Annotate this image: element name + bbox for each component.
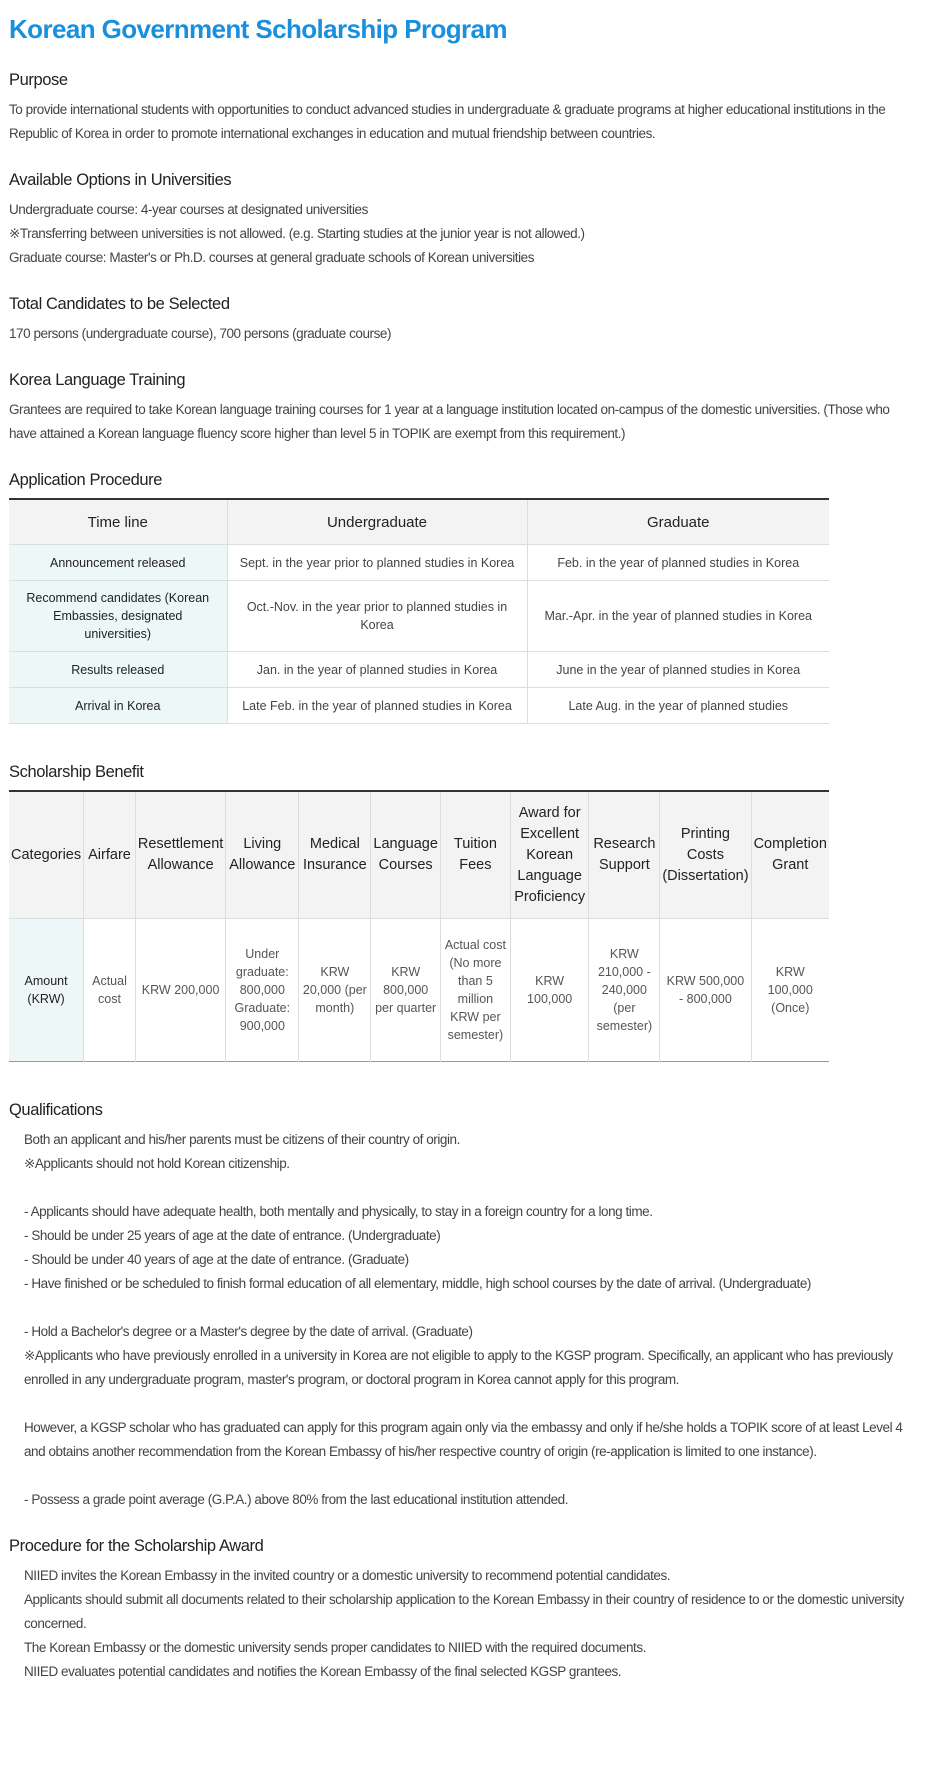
table-cell: Actual cost (No more than 5 million KRW per semester) (440, 919, 510, 1062)
column-header: Tuition Fees (440, 791, 510, 919)
table-cell: KRW 200,000 (135, 919, 225, 1062)
column-header: Time line (9, 499, 227, 545)
purpose-text: To provide international students with opportunities to conduct advanced studies in undergraduate & graduate programs at higher educational institutions in the Republic of Korea in order to promote international exchanges in education and mutual friendship between countries. (9, 102, 886, 141)
options-section (9, 168, 917, 270)
candidates-text: 170 persons (undergraduate course), 700 persons (graduate course) (9, 326, 391, 341)
column-header: Graduate (527, 499, 829, 545)
qualification-line: - Should be under 25 years of age at the date of entrance. (Undergraduate) (24, 1228, 441, 1243)
row-label: Amount (KRW) (9, 919, 84, 1062)
benefit-heading: Scholarship Benefit (9, 763, 144, 781)
table-cell: Late Aug. in the year of planned studies (527, 688, 829, 724)
column-header: Undergraduate (227, 499, 527, 545)
table-cell: KRW 100,000 (Once) (767, 965, 813, 1015)
row-label: Arrival in Korea (9, 688, 227, 724)
column-header: Award for Excellent Korean Language Proficiency (510, 791, 589, 919)
table-cell: Late Feb. in the year of planned studies in Korea (227, 688, 527, 724)
table-header-row (9, 791, 829, 919)
qualification-line: ※Applicants who have previously enrolled in a university in Korea are not eligible to apply to the KGSP program. Specifically, an applicant who has previously enrolled in any undergraduate program, master's program, or doctoral program in Korea cannot apply for this program. (24, 1348, 893, 1387)
table-cell: KRW 500,000 - 800,000 (660, 919, 751, 1062)
column-header: Living Allowance (226, 791, 299, 919)
table-cell: Oct.-Nov. in the year prior to planned studies in Korea (227, 581, 527, 652)
table-cell: Under graduate: 800,000 Graduate: 900,000 (226, 919, 299, 1062)
row-label: Results released (9, 652, 227, 688)
row-label: Recommend candidates (Korean Embassies, designated universities) (9, 581, 227, 652)
award-line: Applicants should submit all documents related to their scholarship application to the Korean Embassy in their country of residence to or the domestic university concerned. (24, 1592, 904, 1631)
qualifications-section (9, 1098, 917, 1512)
qualifications-heading: Qualifications (9, 1101, 103, 1119)
table-cell: Mar.-Apr. in the year of planned studies in Korea (527, 581, 829, 652)
column-header: Airfare (84, 791, 136, 919)
options-line: ※Transferring between universities is not allowed. (e.g. Starting studies at the junior year is not allowed.) (9, 226, 585, 241)
candidates-section (9, 292, 917, 346)
procedure-heading: Application Procedure (9, 471, 163, 489)
table-cell: Actual cost (84, 919, 136, 1062)
language-text: Grantees are required to take Korean language training courses for 1 year at a language institution located on-campus of the domestic universities. (Those who have attained a Korean language fluency score higher than level 5 in TOPIK are exempt from this requirement.) (9, 402, 890, 441)
table-row (9, 581, 829, 652)
options-heading: Available Options in Universities (9, 171, 232, 189)
scholarship-benefit-table (9, 790, 829, 1062)
column-header: Research Support (589, 791, 660, 919)
table-header-row (9, 499, 829, 545)
language-section (9, 368, 917, 446)
options-line: Graduate course: Master's or Ph.D. courses at general graduate schools of Korean universities (9, 250, 535, 265)
table-cell: June in the year of planned studies in Korea (527, 652, 829, 688)
table-row (9, 545, 829, 581)
column-header: Categories (9, 791, 84, 919)
table-cell: KRW 210,000 - 240,000 (per semester) (589, 919, 660, 1062)
qualification-line: - Hold a Bachelor's degree or a Master's degree by the date of arrival. (Graduate) (24, 1324, 473, 1339)
award-procedure-section (9, 1534, 917, 1684)
table-cell: KRW 20,000 (per month) (299, 919, 371, 1062)
qualification-line: - Should be under 40 years of age at the date of entrance. (Graduate) (24, 1252, 409, 1267)
language-heading: Korea Language Training (9, 371, 186, 389)
award-line: The Korean Embassy or the domestic university sends proper candidates to NIIED with the required documents. (24, 1640, 646, 1655)
qualification-line: ※Applicants should not hold Korean citizenship. (24, 1156, 290, 1171)
purpose-section (9, 68, 917, 146)
page-title: Korean Government Scholarship Program (9, 14, 507, 44)
column-header: Completion Grant (751, 791, 829, 919)
candidates-heading: Total Candidates to be Selected (9, 295, 230, 313)
award-line: NIIED evaluates potential candidates and notifies the Korean Embassy of the final selected KGSP grantees. (24, 1664, 622, 1679)
column-header: Printing Costs (Dissertation) (660, 791, 751, 919)
qualification-line: Both an applicant and his/her parents must be citizens of their country of origin. (24, 1132, 460, 1147)
column-header: Resettlement Allowance (135, 791, 225, 919)
options-line: Undergraduate course: 4-year courses at designated universities (9, 202, 368, 217)
purpose-heading: Purpose (9, 71, 68, 89)
table-row (9, 688, 829, 724)
table-cell: KRW 800,000 per quarter (371, 919, 441, 1062)
qualification-line: - Applicants should have adequate health, both mentally and physically, to stay in a foreign country for a long time. (24, 1204, 653, 1219)
table-cell: KRW 100,000 (510, 919, 589, 1062)
table-cell: Feb. in the year of planned studies in Korea (527, 545, 829, 581)
qualification-line: - Possess a grade point average (G.P.A.) above 80% from the last educational institution attended. (24, 1492, 569, 1507)
award-line: NIIED invites the Korean Embassy in the invited country or a domestic university to recommend potential candidates. (24, 1568, 671, 1583)
column-header: Language Courses (371, 791, 441, 919)
table-cell: Jan. in the year of planned studies in Korea (227, 652, 527, 688)
qualification-line: - Have finished or be scheduled to finish formal education of all elementary, middle, high school courses by the date of arrival. (Undergraduate) (24, 1276, 811, 1291)
table-row (9, 652, 829, 688)
table-row (9, 919, 829, 1062)
application-procedure-table (9, 498, 829, 724)
row-label: Announcement released (9, 545, 227, 581)
qualification-line: However, a KGSP scholar who has graduated can apply for this program again only via the embassy and only if he/she holds a TOPIK score of at least Level 4 and obtains another recommendation from the Korean Embassy of his/her respective country of origin (re-application is limited to one instance). (24, 1420, 903, 1459)
column-header: Medical Insurance (299, 791, 371, 919)
award-heading: Procedure for the Scholarship Award (9, 1537, 264, 1555)
table-cell: Sept. in the year prior to planned studies in Korea (227, 545, 527, 581)
